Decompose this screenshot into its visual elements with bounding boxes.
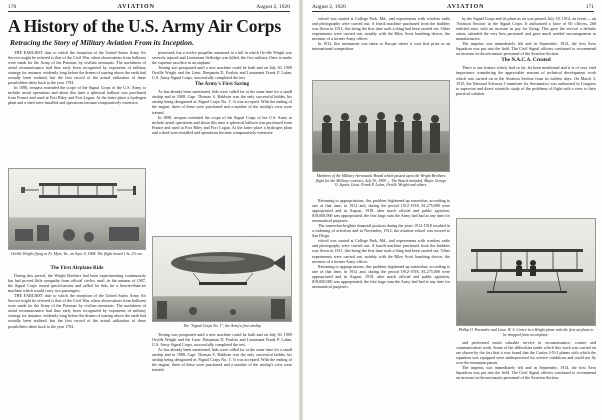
right-col1-bottom <box>312 198 450 416</box>
caption-photo3: Members of the Military Aeronautic Board which passed upon the Wright Brothers flight for the Military contract, July 30, 1909 — The Board included, Major George O. Squier, Lieut. Frank P. Lahm, Orville Wright and others. <box>315 174 447 188</box>
left-col1-top <box>8 50 146 166</box>
paragraph: Returning to appropriations, this problem frightened up somewhat, according to one of that time, in 1912 and, during the period 1912-1918, $1,275,000 were appropriated and in August, 1918, after much official and public agitation, $18,000,000 was appropriated, the first large sum the Army had had at any time for aeronautical purposes. <box>312 198 450 224</box>
left-col2-bottom <box>152 332 292 416</box>
photo-wright-flight <box>8 168 146 250</box>
paragraph: During this period, the Wright Brothers had been experimenting continuously but had proved little sympathy from official circles, until, in the autumn of 1907, the Signal Corps issued specifications and called for bids for a heavier-than-air machine which would carry two passengers. <box>8 273 146 294</box>
paragraph: In 1912, this instrument was taken to Europe where it won first prize in an international competition. <box>312 41 450 52</box>
paragraph: The impetus was immediately felt and in September, 1914, the first Aero Squadron was put into the field. The Civil Signal officers continued to recommend an increase in the aeronautic personnel of the Aviation Section. <box>456 41 596 57</box>
paragraph: THE EARLIEST date to which the inception of the United States Army Air Service might be referred is that of the Civil War, when observations from balloons were made for the Army of the Potomac by civilian aeronauts. The usefulness of aerial reconnaissance had thus early been recognized by exponents of military strategy for instance, evidently long before the dream of soaring above the earth had actually been realized, but the first record of the actual utilization of these possibilities dates back to the year 1794. <box>8 50 146 86</box>
article-title: A History of the U.S. Army Air Corps <box>8 16 281 36</box>
wright-plane-illustration <box>457 219 596 326</box>
subhead-naca-created: The N.A.C.A. Created <box>501 57 551 64</box>
subhead-first-airplane-ride: The First Airplane Ride <box>50 265 104 271</box>
paragraph: The impetus was immediately felt and in September, 1914, the first Aero Squadron was put into the field. The Civil Signal officers continued to recommend an increase in the aeronautic personnel of the Aviation Section. <box>456 365 596 381</box>
airship-illustration <box>153 237 292 322</box>
running-head-left <box>8 3 290 12</box>
magazine-name-right: AVIATION <box>447 3 485 10</box>
paragraph: and performed much valuable service in reconnaissance, courier and communication work. Some of the difficulties under which this work was carried on are shown by the fact that it was found that the Curtiss J-N-2 planes with which the squadron was equipped were underpowered for service conditions and could not fly over the mountain passes. <box>456 340 596 366</box>
right-page <box>304 0 602 420</box>
caption-photo2: The "Signal Corps No. 1", the Army's first airship <box>183 324 261 328</box>
paragraph: school was started at College Park, Md., and experiments with wireless radio and photography were carried out. A fourth machine purchased from the builders was flown in 1911, this being the first time such a thing had been carried out. Other experiments were carried out, notably with the Riley Scott bombing device, the inventor of a former Army officer. <box>312 238 450 264</box>
paragraph: Testing was postponed until a new machine could be built and on July 30, 1909 Orville Wright and the Lieut. Benjamin D. Foulois and Lieutenant Frank P. Lahm, U.S. Army Signal Corps, successfully completed the test. <box>152 65 292 81</box>
paragraph: school was started at College Park, Md., and experiments with wireless radio and photography were carried out. A fourth machine purchased from the builders was flown in 1911, this being the first time such a thing had been carried out. Other experiments were carried out, notably with the Riley Scott bombing device, the inventor of a former Army officer. <box>312 16 450 42</box>
issue-date-right: August 2, 1920 <box>312 3 346 10</box>
running-head-right <box>312 3 594 12</box>
paragraph: THE EARLIEST date to which the inception of the United States Army Air Service might be referred is that of the Civil War, when observations from balloons were made for the Army of the Potomac by civilian aeronauts. The usefulness of aerial reconnaissance had thus early been recognized by exponents of military strategy for instance, evidently long before the dream of soaring above the earth had actually been realized, but the first record of the actual utilization of these possibilities dates back to the year 1794. <box>8 293 146 329</box>
photo-airship <box>152 236 292 322</box>
paragraph: As has already been mentioned, bids were called for at the same time for a small airship and in 1908, Capt. Thomas S. Baldwin was the only successful bidder, his airship being designated as 'Signal Corps No. 1'. It was accepted. With the ending of the engine, three of these were purchased and a number of the airship's crew were trained. <box>152 347 292 373</box>
issue-date-left: August 2, 1920 <box>256 3 290 10</box>
right-col1-top <box>312 16 450 76</box>
left-page <box>0 0 298 420</box>
paragraph: There is one feature which, had so far, let been mentioned and it is of very vital importance considering the appreciable amount of technical development work which was carried on in the Aviation Section from its earliest days. On March 3, 1915, the National Advisory Committee for Aeronautics was authorized in Congress to supervise and direct scientific study of the problems of flight with a view to their practical solution. <box>456 65 596 96</box>
photo-parmalee-crowe <box>456 218 596 326</box>
paragraph: In 1898, trespass extended the scope of the Signal Corps of the U.S. Army to include aerial operations and about this time a spherical balloon was purchased from France and used at Fort Riley and Fort Logan. At the latter place a hydrogen plant and a shed were installed and operations became comparatively extensive. <box>8 85 146 106</box>
paragraph: The somewhat brighter financial position during the years 1912-1918 resulted in a widening of activities and in November, 1912, the aviation school was moved to San Diego. <box>312 223 450 239</box>
paragraph: possessed, but a twelve propeller remained in a lull in which Orville Wright was severely injured and Lieutenant Selfridge was killed, the first military fliers to make the supreme sacrifice in an airplane. <box>152 50 292 66</box>
page-gutter <box>299 0 303 420</box>
magazine-name-left: AVIATION <box>117 3 155 10</box>
caption-photo4: Phillip O. Parmalee and Lieut. W. S. Crowe in a Wright plane with the first airplane to be dropped from an airplane. <box>458 328 594 337</box>
biplane-illustration <box>9 169 146 250</box>
left-col2-top <box>152 50 292 232</box>
paragraph: As has already been mentioned, bids were called for at the same time for a small airship and in 1908, Capt. Thomas S. Baldwin was the only successful bidder, his airship being designated as 'Signal Corps No. 1'. It was accepted. With the ending of the engine, three of these were purchased and a number of the airship's crew were trained. <box>152 89 292 115</box>
right-col2-bottom <box>456 340 596 416</box>
group-photo-illustration <box>313 81 450 172</box>
paragraph: In 1898, trespass extended the scope of the Signal Corps of the U.S. Army to include aerial operations and about this time a spherical balloon was purchased from France and used at Fort Riley and Fort Logan. At the latter place a hydrogen plant and a shed were installed and operations became comparatively extensive. <box>152 114 292 135</box>
article-subtitle: Retracing the Story of Military Aviation From its Inception. <box>10 38 194 47</box>
paragraph: Testing was postponed until a new machine could be built and on July 30, 1909 Orville Wright and the Lieut. Benjamin D. Foulois and Lieutenant Frank P. Lahm, U.S. Army Signal Corps, successfully completed the test. <box>152 332 292 348</box>
left-col1-bottom <box>8 264 146 416</box>
subhead-army-first-saving: The Army's First Saving <box>194 81 250 88</box>
paragraph: by the Signal Corps and its plans as air was passed; July 18, 1914, an event — an 'Aviation Section' in the Signal Corps. It authorized a force of 60 officers, 260 enlisted men, with an increase in pay for flying. This gave the service a definite status, attended the very best personnel and gave much needed encouragement to manufacturers. <box>456 16 596 42</box>
page-number-left: 170 <box>8 3 17 10</box>
caption-photo1: Orville Wright flying at Ft. Myer, Va., on Sept. 9, 1908. The flight lasted 1 hr. 2½ sec. <box>10 252 144 256</box>
paragraph: Returning to appropriations, this problem frightened up somewhat, according to one of that time, in 1912 and, during the period 1912-1918, $1,275,000 were appropriated and in August, 1918, after much official and public agitation, $18,000,000 was appropriated, the first large sum the Army had had at any time for aeronautical purposes. <box>312 263 450 289</box>
right-col2-top <box>456 16 596 214</box>
photo-aeronautic-board <box>312 80 450 172</box>
page-number-right: 171 <box>585 3 594 10</box>
